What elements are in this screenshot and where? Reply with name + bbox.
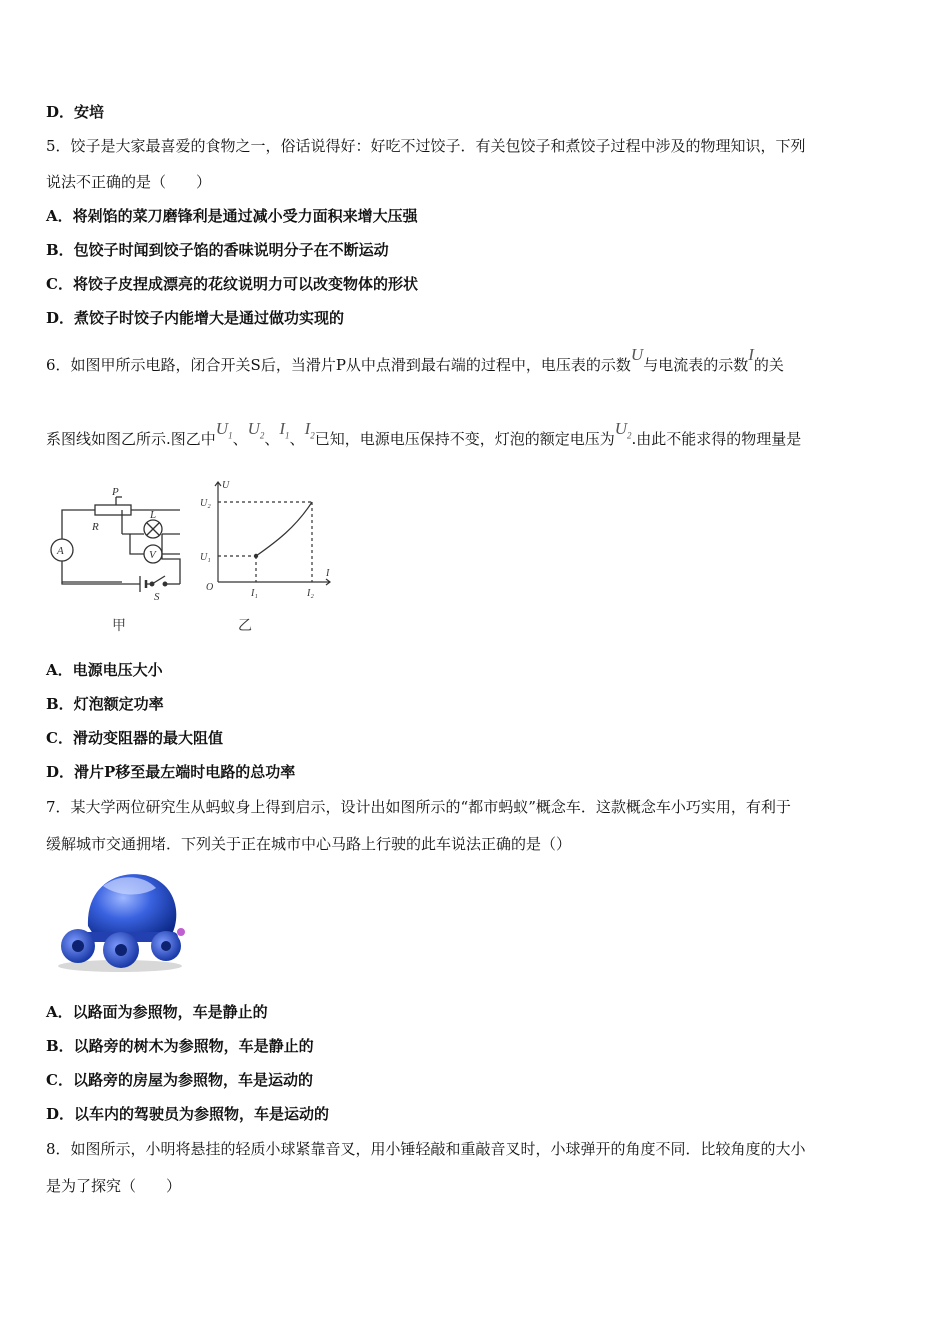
- symbol-i1: $I_1$: [279, 419, 290, 441]
- q5-option-a: A．将剁馅的菜刀磨锋利是通过减小受力面积来增大压强: [46, 207, 418, 225]
- q8-stem-line2: 是为了探究（ ）: [46, 1177, 182, 1195]
- q6-stem-line1: 6．如图甲所示电路，闭合开关S后，当滑片P从中点滑到最右端的过程中，电压表的示数U与电流表的示数I的关: [46, 345, 784, 374]
- q7-stem-line2: 缓解城市交通拥堵．下列关于正在城市中心马路上行驶的此车说法正确的是（）: [46, 835, 572, 853]
- caption-yi: 乙: [238, 619, 252, 634]
- q7-option-a: A．以路面为参照物，车是静止的: [46, 1003, 268, 1021]
- axis-u-label: U: [222, 480, 230, 491]
- q7-option-d: D．以车内的驾驶员为参照物，车是运动的: [46, 1105, 330, 1123]
- symbol-u2-rated: $U_2$: [614, 419, 632, 441]
- q6-option-c: C．滑动变阻器的最大阻值: [46, 729, 223, 747]
- q6-stem-line2: 系图线如图乙所示.图乙中$U_1$、$U_2$、$I_1$、$I_2$已知，电源电压保持不变，灯泡的额定电压为$U_2$.由此不能求得的物理量是: [46, 419, 802, 448]
- q5-stem-line1: 5．饺子是大家最喜爱的食物之一，俗话说得好：好吃不过饺子．有关包饺子和煮饺子过程中涉及的物理知识，下列: [46, 137, 806, 155]
- q8-stem-line1: 8．如图所示，小明将悬挂的轻质小球紧靠音叉，用小锤轻敲和重敲音叉时，小球弹开的角度不同．比较角度的大小: [46, 1140, 806, 1158]
- circuit-diagram: [51, 497, 180, 592]
- q4-option-d: D．安培: [46, 103, 105, 121]
- slider-label: P: [112, 486, 119, 498]
- q6-option-a: A．电源电压大小: [46, 661, 163, 679]
- axis-i-label: I: [326, 568, 330, 579]
- q7-option-c: C．以路旁的房屋为参照物，车是运动的: [46, 1071, 313, 1089]
- q6-option-d: D．滑片P移至最左端时电路的总功率: [46, 763, 296, 781]
- u2-tick-label: U₂: [200, 498, 211, 509]
- symbol-i: I: [748, 345, 754, 364]
- lamp-label: L: [150, 509, 157, 521]
- switch-label: S: [154, 591, 160, 603]
- q5-option-c: C．将饺子皮捏成漂亮的花纹说明力可以改变物体的形状: [46, 275, 418, 293]
- origin-label: O: [206, 582, 214, 593]
- caption-jia: 甲: [112, 619, 126, 634]
- q7-stem-line1: 7．某大学两位研究生从蚂蚁身上得到启示，设计出如图所示的“都市蚂蚁”概念车．这款概念车小巧实用，有利于: [46, 798, 791, 816]
- q5-option-b: B．包饺子时闻到饺子馅的香味说明分子在不断运动: [46, 241, 389, 259]
- graph-curve: [256, 502, 312, 556]
- u1-tick-label: U₁: [200, 552, 211, 563]
- symbol-i2: $I_2$: [304, 419, 315, 441]
- q5-option-d: D．煮饺子时饺子内能增大是通过做功实现的: [46, 309, 345, 327]
- symbol-u1: $U_1$: [215, 419, 233, 441]
- concept-car-image: [48, 866, 193, 976]
- u-i-graph: [215, 482, 330, 585]
- i1-tick-label: I₁: [251, 588, 258, 599]
- q5-stem-line2: 说法不正确的是（ ）: [46, 173, 212, 191]
- symbol-u: U: [630, 345, 644, 364]
- i2-tick-label: I₂: [307, 588, 314, 599]
- q6-option-b: B．灯泡额定功率: [46, 695, 164, 713]
- ammeter-label: A: [57, 545, 64, 557]
- symbol-u2: $U_2$: [247, 419, 265, 441]
- q7-option-b: B．以路旁的树木为参照物，车是静止的: [46, 1037, 314, 1055]
- q6-figure: [40, 472, 350, 637]
- voltmeter-label: V: [149, 549, 156, 561]
- rheostat-label: R: [92, 521, 99, 533]
- rheostat: [95, 505, 131, 515]
